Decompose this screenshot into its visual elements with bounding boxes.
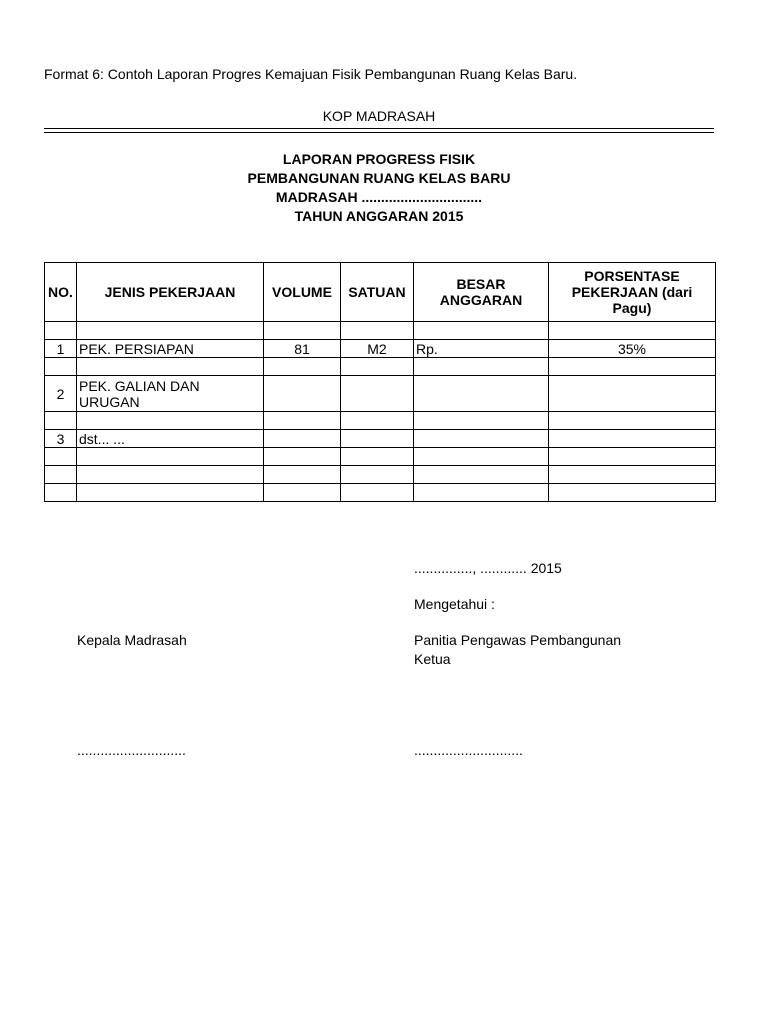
- cell-persen: [549, 430, 716, 448]
- table-row: [45, 466, 716, 484]
- principal-signature-line: ............................: [77, 742, 186, 758]
- header-satuan: SATUAN: [341, 263, 414, 322]
- letterhead-rule-bottom: [44, 132, 714, 133]
- letterhead-rule-top: [44, 128, 714, 129]
- letterhead-placeholder: KOP MADRASAH: [322, 108, 436, 124]
- cell-besar: Rp.: [414, 340, 549, 358]
- format-caption: Format 6: Contoh Laporan Progres Kemajuan Fisik Pembangunan Ruang Kelas Baru.: [44, 66, 578, 82]
- acknowledged-label: Mengetahui :: [414, 596, 495, 612]
- principal-title: Kepala Madrasah: [77, 632, 187, 648]
- cell-besar: [414, 430, 549, 448]
- cell-satuan: [341, 376, 414, 412]
- cell-volume: 81: [264, 340, 341, 358]
- cell-persen: [549, 376, 716, 412]
- header-no: NO.: [45, 263, 77, 322]
- signature-date: ..............., ............ 2015: [414, 560, 562, 576]
- cell-no: 1: [45, 340, 77, 358]
- cell-no: 3: [45, 430, 77, 448]
- cell-besar: [414, 376, 549, 412]
- cell-persen: 35%: [549, 340, 716, 358]
- cell-jenis: dst... ...: [77, 430, 264, 448]
- cell-satuan: M2: [341, 340, 414, 358]
- progress-table: [44, 262, 716, 502]
- table-row: [45, 412, 716, 430]
- report-title-line-2: PEMBANGUNAN RUANG KELAS BARU: [247, 170, 511, 186]
- table-row: [45, 430, 716, 448]
- table-row: [45, 322, 716, 340]
- cell-no: 2: [45, 376, 77, 412]
- cell-volume: [264, 376, 341, 412]
- cell-satuan: [341, 430, 414, 448]
- report-title-line-1: LAPORAN PROGRESS FISIK: [282, 151, 476, 167]
- cell-jenis: PEK. GALIAN DAN URUGAN: [77, 376, 264, 412]
- table-row: [45, 376, 716, 412]
- committee-title: Panitia Pengawas Pembangunan: [414, 632, 622, 648]
- table-row: [45, 484, 716, 502]
- report-title-line-3: MADRASAH ...............................: [275, 189, 483, 205]
- header-jenis-pekerjaan: JENIS PEKERJAAN: [77, 263, 264, 322]
- cell-jenis: PEK. PERSIAPAN: [77, 340, 264, 358]
- table-row: [45, 340, 716, 358]
- report-title-line-4: TAHUN ANGGARAN 2015: [294, 208, 464, 224]
- header-volume: VOLUME: [264, 263, 341, 322]
- cell-volume: [264, 430, 341, 448]
- chairman-signature-line: ............................: [414, 742, 523, 758]
- chairman-title: Ketua: [414, 651, 451, 667]
- header-porsentase: PORSENTASE PEKERJAAN (dari Pagu): [549, 263, 716, 322]
- table-row: [45, 358, 716, 376]
- table-row: [45, 448, 716, 466]
- table-header-row: [45, 263, 716, 322]
- header-besar-anggaran: BESAR ANGGARAN: [414, 263, 549, 322]
